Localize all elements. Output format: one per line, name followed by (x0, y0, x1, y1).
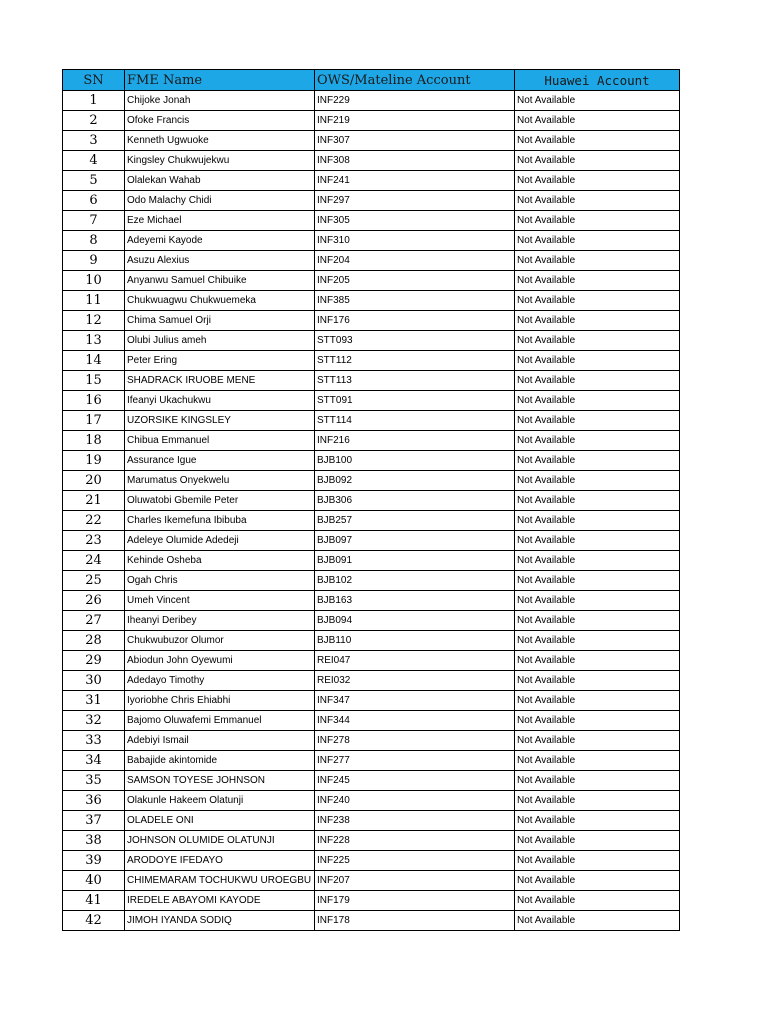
ows-account-cell: INF344 (315, 711, 515, 731)
ows-account-cell: STT112 (315, 351, 515, 371)
ows-account-cell: INF178 (315, 911, 515, 931)
fme-name-cell: UZORSIKE KINGSLEY (125, 411, 315, 431)
sn-cell: 32 (63, 711, 125, 731)
ows-account-cell: BJB100 (315, 451, 515, 471)
huawei-account-cell: Not Available (515, 911, 680, 931)
ows-account-cell: BJB257 (315, 511, 515, 531)
fme-name-cell: Olalekan Wahab (125, 171, 315, 191)
sn-cell: 16 (63, 391, 125, 411)
huawei-account-cell: Not Available (515, 551, 680, 571)
table-row (63, 151, 680, 171)
table-row (63, 571, 680, 591)
huawei-account-cell: Not Available (515, 211, 680, 231)
huawei-account-cell: Not Available (515, 691, 680, 711)
table-row (63, 231, 680, 251)
sn-cell: 11 (63, 291, 125, 311)
sn-cell: 33 (63, 731, 125, 751)
sn-cell: 7 (63, 211, 125, 231)
huawei-account-cell: Not Available (515, 571, 680, 591)
fme-name-cell: Olubi Julius ameh (125, 331, 315, 351)
table-row (63, 431, 680, 451)
huawei-account-cell: Not Available (515, 271, 680, 291)
fme-name-cell: Iheanyi Deribey (125, 611, 315, 631)
sn-cell: 19 (63, 451, 125, 471)
fme-name-cell: Abiodun John Oyewumi (125, 651, 315, 671)
ows-account-cell: STT113 (315, 371, 515, 391)
sn-cell: 41 (63, 891, 125, 911)
ows-account-cell: BJB102 (315, 571, 515, 591)
huawei-account-cell: Not Available (515, 191, 680, 211)
huawei-account-cell: Not Available (515, 231, 680, 251)
sn-cell: 30 (63, 671, 125, 691)
ows-account-cell: INF297 (315, 191, 515, 211)
fme-name-cell: Asuzu Alexius (125, 251, 315, 271)
ows-account-cell: INF240 (315, 791, 515, 811)
huawei-account-cell: Not Available (515, 651, 680, 671)
sn-cell: 9 (63, 251, 125, 271)
fme-name-cell: Kingsley Chukwujekwu (125, 151, 315, 171)
ows-account-cell: INF207 (315, 871, 515, 891)
fme-name-cell: Ifeanyi Ukachukwu (125, 391, 315, 411)
fme-name-cell: Ogah Chris (125, 571, 315, 591)
ows-account-cell: INF225 (315, 851, 515, 871)
header-row (63, 70, 680, 91)
fme-name-cell: Charles Ikemefuna Ibibuba (125, 511, 315, 531)
sn-cell: 8 (63, 231, 125, 251)
table-row (63, 391, 680, 411)
huawei-account-cell: Not Available (515, 311, 680, 331)
sn-cell: 28 (63, 631, 125, 651)
sn-cell: 6 (63, 191, 125, 211)
sn-cell: 21 (63, 491, 125, 511)
sn-cell: 35 (63, 771, 125, 791)
ows-account-cell: REI032 (315, 671, 515, 691)
fme-name-cell: Adebiyi Ismail (125, 731, 315, 751)
huawei-account-cell: Not Available (515, 491, 680, 511)
huawei-account-cell: Not Available (515, 891, 680, 911)
huawei-account-cell: Not Available (515, 751, 680, 771)
ows-account-cell: BJB163 (315, 591, 515, 611)
fme-name-cell: Adeyemi Kayode (125, 231, 315, 251)
sn-cell: 18 (63, 431, 125, 451)
ows-account-cell: INF204 (315, 251, 515, 271)
ows-account-cell: INF278 (315, 731, 515, 751)
table-row (63, 131, 680, 151)
table-row (63, 191, 680, 211)
fme-name-cell: Chibua Emmanuel (125, 431, 315, 451)
sn-cell: 26 (63, 591, 125, 611)
ows-account-cell: INF229 (315, 91, 515, 111)
fme-name-cell: Oluwatobi Gbemile Peter (125, 491, 315, 511)
ows-account-cell: BJB094 (315, 611, 515, 631)
sn-cell: 12 (63, 311, 125, 331)
fme-name-cell: Kehinde Osheba (125, 551, 315, 571)
sn-cell: 14 (63, 351, 125, 371)
table-row (63, 891, 680, 911)
sn-cell: 15 (63, 371, 125, 391)
huawei-account-cell: Not Available (515, 711, 680, 731)
sn-cell: 36 (63, 791, 125, 811)
sn-cell: 17 (63, 411, 125, 431)
fme-name-cell: Chima Samuel Orji (125, 311, 315, 331)
sn-cell: 37 (63, 811, 125, 831)
table-row (63, 691, 680, 711)
fme-name-cell: Chijoke Jonah (125, 91, 315, 111)
huawei-account-cell: Not Available (515, 871, 680, 891)
fme-name-cell: Peter Ering (125, 351, 315, 371)
sn-cell: 20 (63, 471, 125, 491)
fme-name-cell: SHADRACK IRUOBE MENE (125, 371, 315, 391)
huawei-account-cell: Not Available (515, 771, 680, 791)
table-row (63, 611, 680, 631)
header-ows-account: OWS/Mateline Account (315, 70, 515, 91)
sn-cell: 4 (63, 151, 125, 171)
table-row (63, 551, 680, 571)
sn-cell: 22 (63, 511, 125, 531)
ows-account-cell: INF241 (315, 171, 515, 191)
table-row (63, 311, 680, 331)
ows-account-cell: INF308 (315, 151, 515, 171)
huawei-account-cell: Not Available (515, 611, 680, 631)
fme-name-cell: Adeleye Olumide Adedeji (125, 531, 315, 551)
huawei-account-cell: Not Available (515, 391, 680, 411)
fme-name-cell: Anyanwu Samuel Chibuike (125, 271, 315, 291)
table-row (63, 591, 680, 611)
table-row (63, 371, 680, 391)
fme-name-cell: Olakunle Hakeem Olatunji (125, 791, 315, 811)
sn-cell: 38 (63, 831, 125, 851)
header-sn: SN (63, 70, 125, 91)
huawei-account-cell: Not Available (515, 471, 680, 491)
table-row (63, 651, 680, 671)
ows-account-cell: BJB306 (315, 491, 515, 511)
huawei-account-cell: Not Available (515, 631, 680, 651)
table-row (63, 771, 680, 791)
huawei-account-cell: Not Available (515, 671, 680, 691)
huawei-account-cell: Not Available (515, 291, 680, 311)
ows-account-cell: BJB092 (315, 471, 515, 491)
ows-account-cell: BJB097 (315, 531, 515, 551)
fme-name-cell: Adedayo Timothy (125, 671, 315, 691)
ows-account-cell: STT091 (315, 391, 515, 411)
ows-account-cell: INF205 (315, 271, 515, 291)
fme-name-cell: Marumatus Onyekwelu (125, 471, 315, 491)
sn-cell: 29 (63, 651, 125, 671)
table-row (63, 451, 680, 471)
huawei-account-cell: Not Available (515, 511, 680, 531)
table-row (63, 811, 680, 831)
ows-account-cell: INF277 (315, 751, 515, 771)
fme-name-cell: Umeh Vincent (125, 591, 315, 611)
table-row (63, 731, 680, 751)
fme-name-cell: Chukwubuzor Olumor (125, 631, 315, 651)
table-row (63, 831, 680, 851)
fme-name-cell: IREDELE ABAYOMI KAYODE (125, 891, 315, 911)
fme-name-cell: Babajide akintomide (125, 751, 315, 771)
fme-accounts-table (62, 69, 680, 931)
sn-cell: 3 (63, 131, 125, 151)
table-row (63, 411, 680, 431)
huawei-account-cell: Not Available (515, 131, 680, 151)
ows-account-cell: INF228 (315, 831, 515, 851)
table-row (63, 251, 680, 271)
fme-name-cell: Assurance Igue (125, 451, 315, 471)
table-row (63, 271, 680, 291)
table-row (63, 351, 680, 371)
huawei-account-cell: Not Available (515, 531, 680, 551)
table-row (63, 751, 680, 771)
sn-cell: 34 (63, 751, 125, 771)
fme-name-cell: ARODOYE IFEDAYO (125, 851, 315, 871)
header-huawei-account: Huawei Account (515, 70, 680, 91)
sn-cell: 5 (63, 171, 125, 191)
fme-name-cell: Kenneth Ugwuoke (125, 131, 315, 151)
table-row (63, 671, 680, 691)
fme-name-cell: OLADELE ONI (125, 811, 315, 831)
sn-cell: 10 (63, 271, 125, 291)
table-row (63, 851, 680, 871)
fme-name-cell: JIMOH IYANDA SODIQ (125, 911, 315, 931)
huawei-account-cell: Not Available (515, 251, 680, 271)
huawei-account-cell: Not Available (515, 371, 680, 391)
sn-cell: 13 (63, 331, 125, 351)
huawei-account-cell: Not Available (515, 411, 680, 431)
huawei-account-cell: Not Available (515, 351, 680, 371)
sn-cell: 40 (63, 871, 125, 891)
fme-name-cell: JOHNSON OLUMIDE OLATUNJI (125, 831, 315, 851)
fme-name-cell: Odo Malachy Chidi (125, 191, 315, 211)
fme-name-cell: Chukwuagwu Chukwuemeka (125, 291, 315, 311)
ows-account-cell: INF310 (315, 231, 515, 251)
table-row (63, 331, 680, 351)
fme-name-cell: Eze Michael (125, 211, 315, 231)
huawei-account-cell: Not Available (515, 151, 680, 171)
sn-cell: 23 (63, 531, 125, 551)
sn-cell: 39 (63, 851, 125, 871)
fme-name-cell: CHIMEMARAM TOCHUKWU UROEGBU (125, 871, 315, 891)
ows-account-cell: BJB110 (315, 631, 515, 651)
ows-account-cell: INF176 (315, 311, 515, 331)
fme-name-cell: Ofoke Francis (125, 111, 315, 131)
huawei-account-cell: Not Available (515, 811, 680, 831)
table-row (63, 91, 680, 111)
table-row (63, 511, 680, 531)
ows-account-cell: INF216 (315, 431, 515, 451)
sn-cell: 42 (63, 911, 125, 931)
fme-name-cell: SAMSON TOYESE JOHNSON (125, 771, 315, 791)
huawei-account-cell: Not Available (515, 851, 680, 871)
sn-cell: 31 (63, 691, 125, 711)
huawei-account-cell: Not Available (515, 111, 680, 131)
ows-account-cell: STT093 (315, 331, 515, 351)
ows-account-cell: BJB091 (315, 551, 515, 571)
fme-name-cell: Bajomo Oluwafemi Emmanuel (125, 711, 315, 731)
huawei-account-cell: Not Available (515, 791, 680, 811)
huawei-account-cell: Not Available (515, 831, 680, 851)
table-row (63, 471, 680, 491)
table-row (63, 111, 680, 131)
table-row (63, 911, 680, 931)
ows-account-cell: INF245 (315, 771, 515, 791)
huawei-account-cell: Not Available (515, 431, 680, 451)
table-row (63, 711, 680, 731)
ows-account-cell: INF305 (315, 211, 515, 231)
table-row (63, 871, 680, 891)
ows-account-cell: STT114 (315, 411, 515, 431)
table-row (63, 171, 680, 191)
ows-account-cell: INF347 (315, 691, 515, 711)
ows-account-cell: INF238 (315, 811, 515, 831)
huawei-account-cell: Not Available (515, 731, 680, 751)
table-row (63, 631, 680, 651)
sn-cell: 1 (63, 91, 125, 111)
table-row (63, 291, 680, 311)
huawei-account-cell: Not Available (515, 451, 680, 471)
huawei-account-cell: Not Available (515, 171, 680, 191)
table-row (63, 491, 680, 511)
fme-name-cell: Iyoriobhe Chris Ehiabhi (125, 691, 315, 711)
table-row (63, 531, 680, 551)
ows-account-cell: INF307 (315, 131, 515, 151)
huawei-account-cell: Not Available (515, 591, 680, 611)
sn-cell: 27 (63, 611, 125, 631)
table-row (63, 211, 680, 231)
sn-cell: 2 (63, 111, 125, 131)
ows-account-cell: INF385 (315, 291, 515, 311)
header-fme-name: FME Name (125, 70, 315, 91)
ows-account-cell: INF179 (315, 891, 515, 911)
sn-cell: 25 (63, 571, 125, 591)
sn-cell: 24 (63, 551, 125, 571)
table-row (63, 791, 680, 811)
huawei-account-cell: Not Available (515, 331, 680, 351)
ows-account-cell: REI047 (315, 651, 515, 671)
huawei-account-cell: Not Available (515, 91, 680, 111)
ows-account-cell: INF219 (315, 111, 515, 131)
